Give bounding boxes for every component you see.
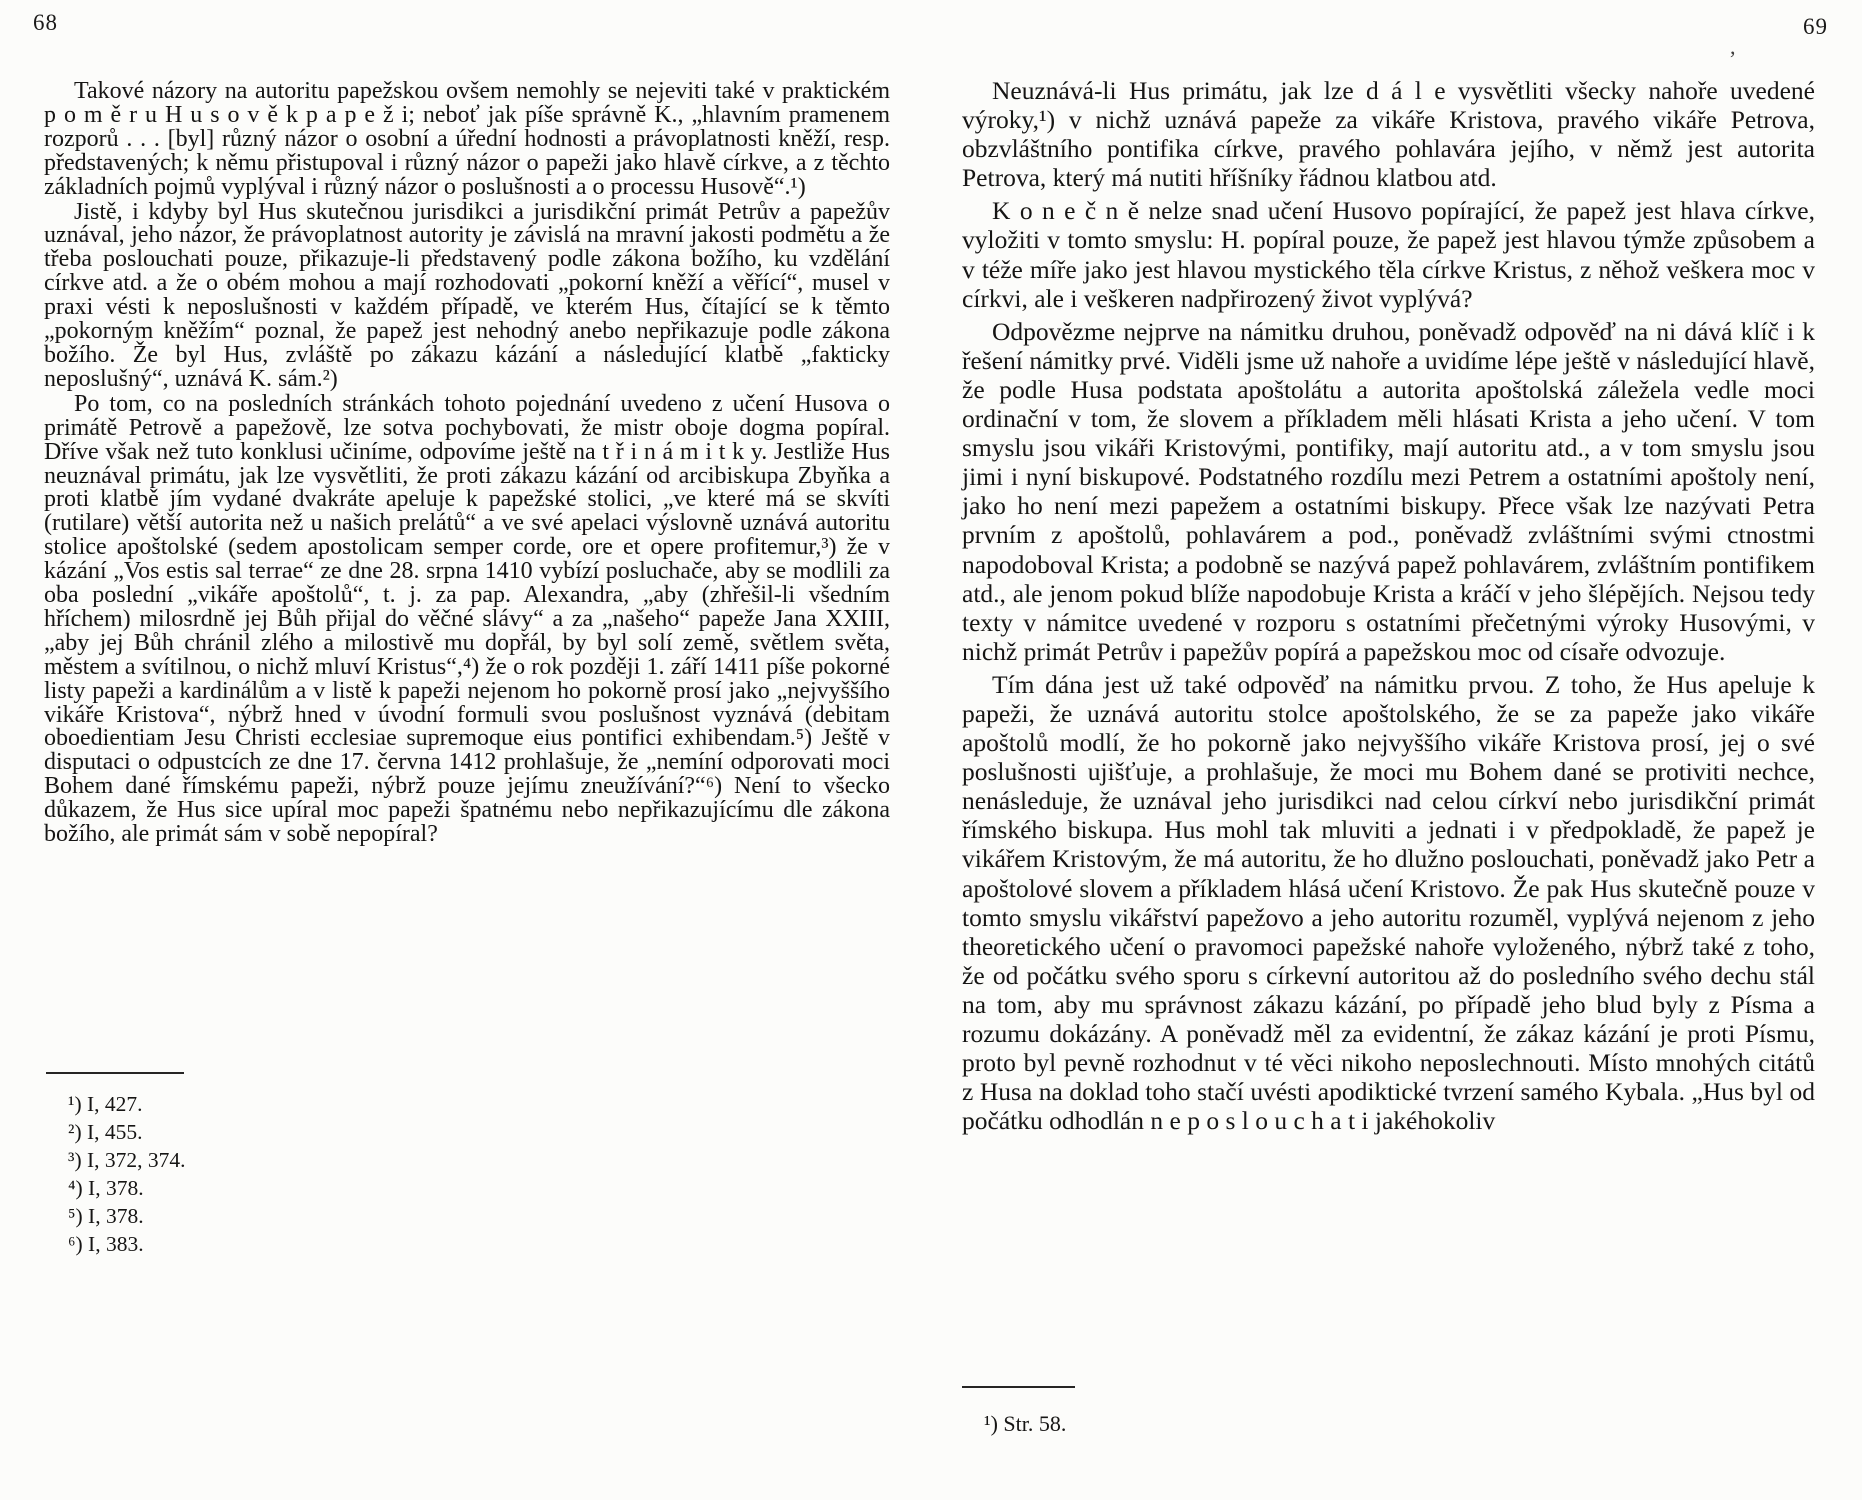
paragraph: Odpovězme nejprve na námitku druhou, poněvadž odpověď na ni dává klíč i k řešení námitky prvé. Viděli jsme už nahoře a uvidíme lépe ještě v následující hlavě, že podle Husa podstata apoštolátu a autorita apoštolská záležela vedle moci ordinační v tom, že slovem a příkladem měli hlásati Krista a jeho učení. V tom smyslu jsou vikáři Kristovými, pontifiky, mají autoritu atd., a v tom smyslu jsou jimi i nyní biskupové. Podstatného rozdílu mezi Petrem a ostatními apoštoly není, jako ho není mezi papežem a ostatními biskupy. Přece však lze nazývati Petra prvním z apoštolů, pohlavárem a pod., poněvadž zvláštními svými ctnostmi napodoboval Krista; a podobně se nazývá papež pohlavárem, zvláštním pontifikem atd., ale jenom pokud blíže napodobuje Krista a kráčí v jeho šlépějích. Nejsou tedy texty v námitce uvedené v rozporu s ostatními přečetnými výroky Husovými, v nichž primát Petrův i papežův popírá a papežskou moc od císaře odvozuje. xyxy=(962,316,1815,666)
page-69-text-column xyxy=(962,76,1815,1139)
paragraph: Jistě, i kdyby byl Hus skutečnou jurisdikci a jurisdikční primát Petrův a papežův uznával, jeho názor, že právoplatnost autority je závislá na mravní jakosti podmětu a že třeba poslouchati pouze, přikazuje-li představený podle zákona božího, ku vzdělání církve atd. a že o obém mohou a mají rozhodovati „pokorní kněží a věřící“, musel v praxi vésti k neposlušnosti v každém případě, ve kterém Hus, čítající se k těmto „pokorným kněžím“ poznal, že papež jest nehodný anebo nepřikazuje podle zákona božího. Že byl Hus, zvláště po zákazu kázání a následující klatbě „fakticky neposlušný“, uznává K. sám.²) xyxy=(44,198,890,392)
page-number-right: 69 xyxy=(1803,14,1828,39)
paragraph: Takové názory na autoritu papežskou ovšem nemohly se nejeviti také v praktickém p o m ě r u H u s o v ě k p a p e ž i; neboť jak píše správně K., „hlavním pramenem rozporů . . . [byl] různý názor o osobní a úřední hodnosti a právoplatnosti kněží, resp. představených; k němu přistupoval i různý názor o papeži jako hlavě církve, a z těchto základních pojmů vyplýval i různý názor o poslušnosti a o processu Husově“.¹) xyxy=(44,78,890,200)
footnote: ⁶) I, 383. xyxy=(68,1232,144,1256)
footnote: ¹) I, 427. xyxy=(68,1092,143,1116)
footnote: ⁴) I, 378. xyxy=(68,1176,144,1200)
paragraph: Tím dána jest už také odpověď na námitku prvou. Z toho, že Hus apeluje k papeži, že uznává autoritu stolce apoštolského, že se za papeže jako vikáře apoštolů modlí, že ho pokorně jako nejvyššího vikáře Kristova prosí, jej o své poslušnosti ujišťuje, a prohlašuje, že moci mu Bohem dané se protiviti nechce, nenásleduje, že uznával jeho jurisdikci nad celou církví nebo jurisdikční primát římského biskupa. Hus mohl tak mluviti a jednati i v předpokladě, že papež je vikářem Kristovým, že má autoritu, že ho dlužno poslouchati, poněvadž jako Petr a apoštolové slovem a příkladem hlásá učení Kristovo. Že pak Hus skutečně pouze v tomto smyslu vikářství papežovo a jeho autoritu rozuměl, vyplývá nejenom z jeho theoretického učení o pravomoci papežské nahoře vyloženého, nýbrž také z toho, že od počátku svého sporu s církevní autoritou až do posledního svého dechu stál na tom, aby mu správnost zákazu kázání, po případě jeho blud byly z Písma a rozumu dokázány. A poněvadž měl za evidentní, že zákaz kázání je proti Písmu, proto byl pevně rozhodnut v té věci nikoho neposlechnouti. Místo mnohých citátů z Husa na doklad toho stačí uvésti apodiktické tvrzení samého Kybala. „Hus byl od počátku odhodlán n e p o s l o u c h a t i jakéhokoliv xyxy=(962,669,1815,1136)
footnote-list xyxy=(46,1090,566,1258)
footnote-list xyxy=(962,1410,1482,1438)
footnote: ³) I, 372, 374. xyxy=(68,1148,186,1172)
page-69-footnotes xyxy=(962,1386,1482,1438)
paragraph: K o n e č n ě nelze snad učení Husovo popírající, že papež jest hlava církve, vyložiti v tomto smyslu: H. popíral pouze, že papež jest hlavou týmže způsobem a v téže míře jako jest hlavou mystického těla církve Kristus, z něhož veškera moc v církvi, ale i veškeren nadpřirozený život vyplývá? xyxy=(962,196,1815,313)
paragraph: Neuznává-li Hus primátu, jak lze d á l e vysvětliti všecky nahoře uvedené výroky,¹) v nichž uznává papeže za vikáře Kristova, pravého vikáře Petrova, obzvláštního pontifika církve, pravého pohlavára jejího, v němž jest autorita Petrova, který má nutiti hříšníky řádnou klatbou atd. xyxy=(962,76,1815,193)
page-69 xyxy=(931,0,1862,1500)
footnote-divider xyxy=(46,1072,184,1074)
page-68-text-column xyxy=(44,80,890,848)
footnote: ⁵) I, 378. xyxy=(68,1204,144,1228)
page-68-footnotes xyxy=(46,1072,566,1258)
footnote: ¹) Str. 58. xyxy=(984,1411,1067,1436)
footnote-divider xyxy=(962,1386,1075,1388)
paragraph: Po tom, co na posledních stránkách tohoto pojednání uvedeno z učení Husova o primátě Petrově a papežově, lze sotva pochybovati, že mistr oboje dogma popíral. Dříve však než tuto konklusi učiníme, odpovíme ještě na t ř i n á m i t k y. Jestliže Hus neuznával primátu, jak lze vysvětliti, že proti zákazu kázání od arcibiskupa Zbyňka a proti klatbě jím vydané dvakráte apeluje k papežské stolici, „ve které má se skvíti (rutilare) větší autorita než u našich prelátů“ a ve své apelaci výslovně uznává autoritu stolice apoštolské (sedem apostolicam semper corde, ore et opere profitemur,³) že v kázání „Vos estis sal terrae“ ze dne 28. srpna 1410 vybízí posluchače, aby se modlili za oba poslední „vikáře apoštolů“, t. j. za pap. Alexandra, „aby (zhřešil-li všedním hříchem) milosrdně jej Bůh přijal do věčné slávy“ a za „našeho“ papeže Jana XXIII, „aby jej Bůh chránil zlého a milostivě mu dopřál, by byl solí země, světlem světa, městem a svítilnou, o nichž mluví Kristus“,⁴) že o rok později 1. září 1411 píše pokorné listy papeži a kardinálům a v listě k papeži nejenom ho pokorně prosí jako „nejvyššího vikáře Kristova“, nýbrž hned v úvodní formuli svou poslušnost vyznává (debitam oboedientiam Jesu Christi ecclesiae supremoque eius pontifici exhibendam.⁵) Ještě v disputaci o odpustcích ze dne 17. června 1412 prohlašuje, že „nemíní odporovati moci Bohem dané římskému papeži, nýbrž pouze jejímu zneužívání?“⁶) Není to všecko důkazem, že Hus sice upíral moc papeži špatnému nebo nepřikazujícímu dle zákona božího, ale primát sám v sobě nepopíral? xyxy=(44,390,890,848)
scan-artifact-mark: , xyxy=(1730,34,1736,59)
footnote: ²) I, 455. xyxy=(68,1120,143,1144)
page-number-left: 68 xyxy=(33,10,58,35)
